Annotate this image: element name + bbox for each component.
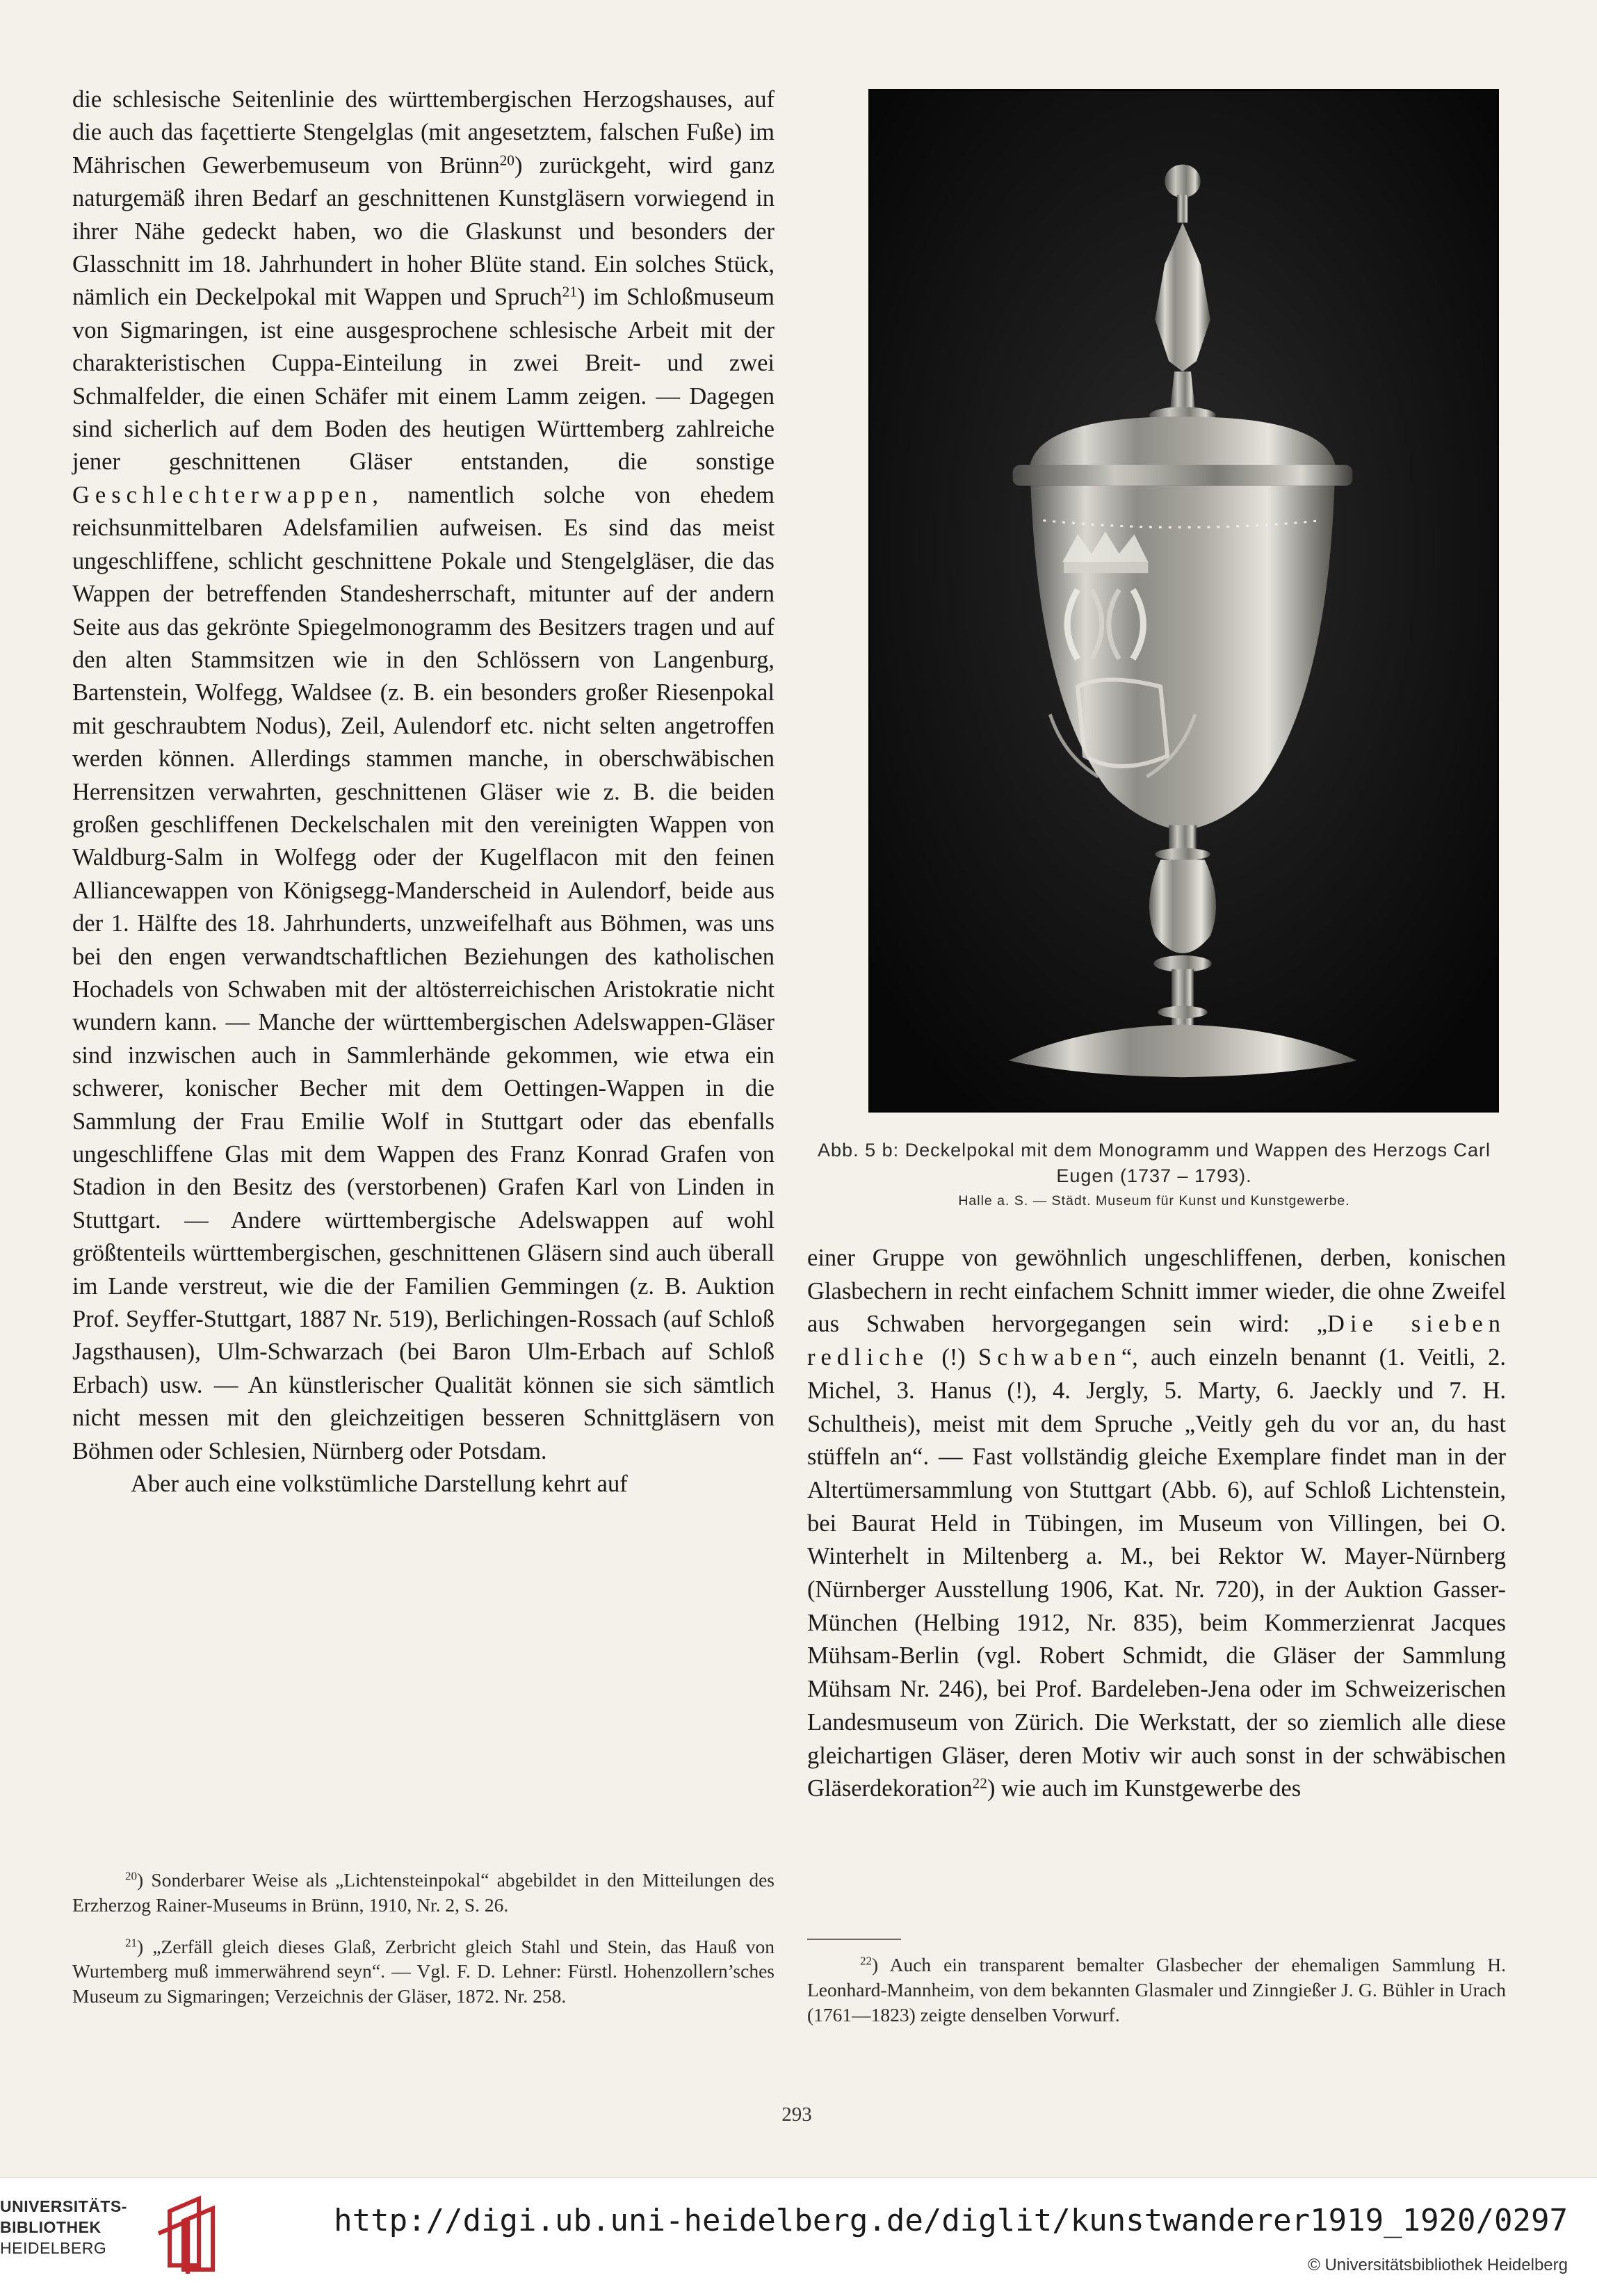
footnote-text: ) Sonderbarer Weise als „Lichtensteinpokal“ abgebildet in den Mitteilungen des Erzherzog Rainer-Museums in Brünn, 1910, Nr. 2, S. 26. <box>72 1869 775 1916</box>
footnote-ref-21: 21 <box>562 283 578 300</box>
footnote-number: 21 <box>125 1936 138 1950</box>
right-column-text <box>807 1242 1506 1806</box>
footnotes-right <box>807 1953 1506 2027</box>
text-run: ) zurückgeht, wird ganz naturgemäß ihren Bedarf an geschnittenen Kunstgläsern vorwiegend in ihrer Nähe gedeckt haben, wo die Glaskunst und besonders der Glasschnitt im 18. Jahrhundert in hoher Blüte stand. Ein solches Stück, nämlich ein Deckelpokal mit Wappen und Spruch <box>72 152 775 311</box>
spaced-emphasis: Die sieben redliche <box>807 1311 1506 1371</box>
left-paragraph-1 <box>72 83 775 1468</box>
text-run: ) wie auch im Kunstgewerbe des <box>987 1775 1302 1802</box>
footnote-ref-22: 22 <box>972 1774 987 1792</box>
footnote-21 <box>72 1934 775 2009</box>
footnote-number: 22 <box>860 1954 873 1968</box>
caption-source: Halle a. S. — Städt. Museum für Kunst und Kunstgewerbe. <box>958 1193 1350 1208</box>
copyright-notice: © Universitätsbibliothek Heidelberg <box>1308 2256 1568 2274</box>
permalink-url[interactable]: http://digi.ub.uni-heidelberg.de/diglit/kunstwanderer1919_1920/0297 <box>334 2203 1568 2238</box>
page-number: 293 <box>781 2103 812 2126</box>
spaced-emphasis: Geschlechterwappen <box>72 481 373 508</box>
logo-line-2: BIBLIOTHEK <box>0 2218 102 2236</box>
text-run: ) im Schloßmuseum von Sigmaringen, ist eine ausgesprochene schlesische Arbeit mit der charakteristischen Cuppa-Einteilung in zwei Breit- und zwei Schmalfelder, die einen Schäfer mit einem Lamm zeigen. — Dagegen sind sicherlich auf dem Boden des heutigen Württemberg zahlreiche jener geschnittenen Gläser entstanden, die sonstige <box>72 284 775 476</box>
figure-caption <box>806 1138 1502 1211</box>
left-paragraph-2: Aber auch eine volkstümliche Darstellung kehrt auf <box>131 1471 628 1498</box>
text-run: die schlesische Seitenlinie des württembergischen Herzogshauses, auf die auch das façettierte Stengelglas (mit angesetztem, falschen Fuße) im Mährischen Gewerbemuseum von Brünn <box>72 86 775 179</box>
logo-line-3: HEIDELBERG <box>0 2239 107 2257</box>
goblet-photo <box>870 91 1497 1110</box>
footnotes-left <box>72 1868 775 2026</box>
footnote-number: 20 <box>125 1869 138 1883</box>
library-logo-icon <box>153 2193 231 2274</box>
spaced-emphasis: Schwaben <box>978 1344 1121 1371</box>
text-run: (!) <box>929 1344 979 1371</box>
right-paragraph <box>807 1242 1506 1806</box>
left-column-text <box>72 83 775 1501</box>
logo-wordmark <box>0 2196 127 2258</box>
logo-line-1: UNIVERSITÄTS- <box>0 2197 127 2215</box>
text-run: einer Gruppe von gewöhnlich ungeschliffenen, derben, konischen Glasbechern in recht einfachem Schnitt immer wieder, die ohne Zweifel aus Schwaben hervorgegangen sein wird: „ <box>807 1245 1506 1338</box>
text-run: “, auch einzeln benannt (1. Veitli, 2. Michel, 3. Hanus (!), 4. Jergly, 5. Marty, 6. Jaeckly und 7. H. Schultheis), meist mit dem Spruche „Veitly geh du vor an, du hast stüffeln an“. — Fast vollständig gleiche Exemplare findet man in der Altertümersammlung von Stuttgart (Abb. 6), auf Schloß Lichtenstein, bei Baurat Held in Tübingen, im Museum von Villingen, bei O. Winterhelt in Miltenberg a. M., bei Rektor W. Mayer-Nürnberg (Nürnberger Ausstellung 1906, Kat. Nr. 720), in der Auktion Gasser-München (Helbing 1912, Nr. 835), beim Kommerzienrat Jacques Mühsam-Berlin (vgl. Robert Schmidt, die Gläser der Sammlung Mühsam Nr. 246), bei Prof. Bardeleben-Jena oder im Schweizerischen Landesmuseum von Zürich. Die Werkstatt, der so ziemlich alle diese gleichartigen Gläser, deren Motiv wir auch sonst in der schwäbischen Gläserdekoration <box>807 1344 1506 1802</box>
caption-main: Abb. 5 b: Deckelpokal mit dem Monogramm und Wappen des Herzogs Carl Eugen (1737 – 1793). <box>818 1140 1491 1186</box>
text-run: , namentlich solche von ehedem reichsunmittelbaren Adelsfamilien aufweisen. Es sind das meist ungeschliffene, schlicht geschnittene Pokale und Stengelgläser, die das Wappen der betreffenden Standesherrschaft, mitunter auf der andern Seite aus das gekrönte Spiegelmonogramm des Besitzers tragen und auf den alten Stammsitzen wie in den Schlössern von Langenburg, Bartenstein, Wolfegg, Waldsee (z. B. ein besonders großer Riesenpokal mit geschraubtem Nodus), Zeil, Aulendorf etc. nicht selten angetroffen werden können. Allerdings stammen manche, in oberschwäbischen Herrensitzen verwahrten, geschnittenen Gläser wie z. B. die beiden großen geschliffenen Deckelschalen mit den vereinigten Wappen von Waldburg-Salm in Wolfegg oder der Kugelflacon mit den feinen Alliancewappen von Königsegg-Manderscheid in Aulendorf, beide aus der 1. Hälfte des 18. Jahrhunderts, unzweifelhaft aus Böhmen, was uns bei den engen verwandtschaftlichen Beziehungen des katholischen Hochadels von Schwaben mit der altösterreichischen Aristokratie nicht wundern kann. — Manche der württembergischen Adelswappen-Gläser sind inzwischen auch in Sammlerhände gekommen, wie etwa ein schwerer, konischer Becher mit dem Oettingen-Wappen in die Sammlung der Frau Emilie Wolf in Stuttgart oder das ebenfalls ungeschliffene Glas mit dem Wappen des Franz Konrad Grafen von Stadion in den Besitz des (verstorbenen) Grafen Karl von Linden in Stuttgart. — Andere württembergische Adelswappen auf wohl größtenteils württembergischen, geschnittenen Gläsern sind auch überall im Lande verstreut, wie die der Familien Gemmingen (z. B. Auktion Prof. Seyffer-Stuttgart, 1887 Nr. 519), Berlichingen-Rossach (auf Schloß Jagsthausen), Ulm-Schwarzach (bei Baron Ulm-Erbach auf Schloß Erbach) usw. — An künstlerischer Qualität können sie sich sämtlich nicht messen mit den gleichzeitigen besseren Schnittgläsern von Böhmen oder Schlesien, Nürnberg oder Potsdam. <box>72 481 775 1464</box>
figure-photo-deckelpokal <box>868 89 1499 1113</box>
footnote-22 <box>807 1953 1506 2027</box>
footnote-text: ) Auch ein transparent bemalter Glasbecher der ehemaligen Sammlung H. Leonhard-Mannheim, von dem bekannten Glasmaler und Zinngießer J. G. Bühler in Urach (1761—1823) zeigte denselben Vorwurf. <box>807 1954 1506 2026</box>
footnote-20 <box>72 1868 775 1918</box>
footnote-ref-20: 20 <box>499 152 514 169</box>
footnote-divider <box>807 1939 901 1940</box>
library-footer <box>0 2177 1597 2296</box>
footnote-text: ) „Zerfäll gleich dieses Glaß, Zerbricht gleich Stahl und Stein, das Hauß von Wurtemberg muß immerwährend seyn“. — Vgl. F. D. Lehner: Fürstl. Hohenzollern’sches Museum zu Sigmaringen; Verzeichnis der Gläser, 1872. Nr. 258. <box>72 1935 775 2007</box>
library-logo[interactable] <box>0 2193 250 2277</box>
